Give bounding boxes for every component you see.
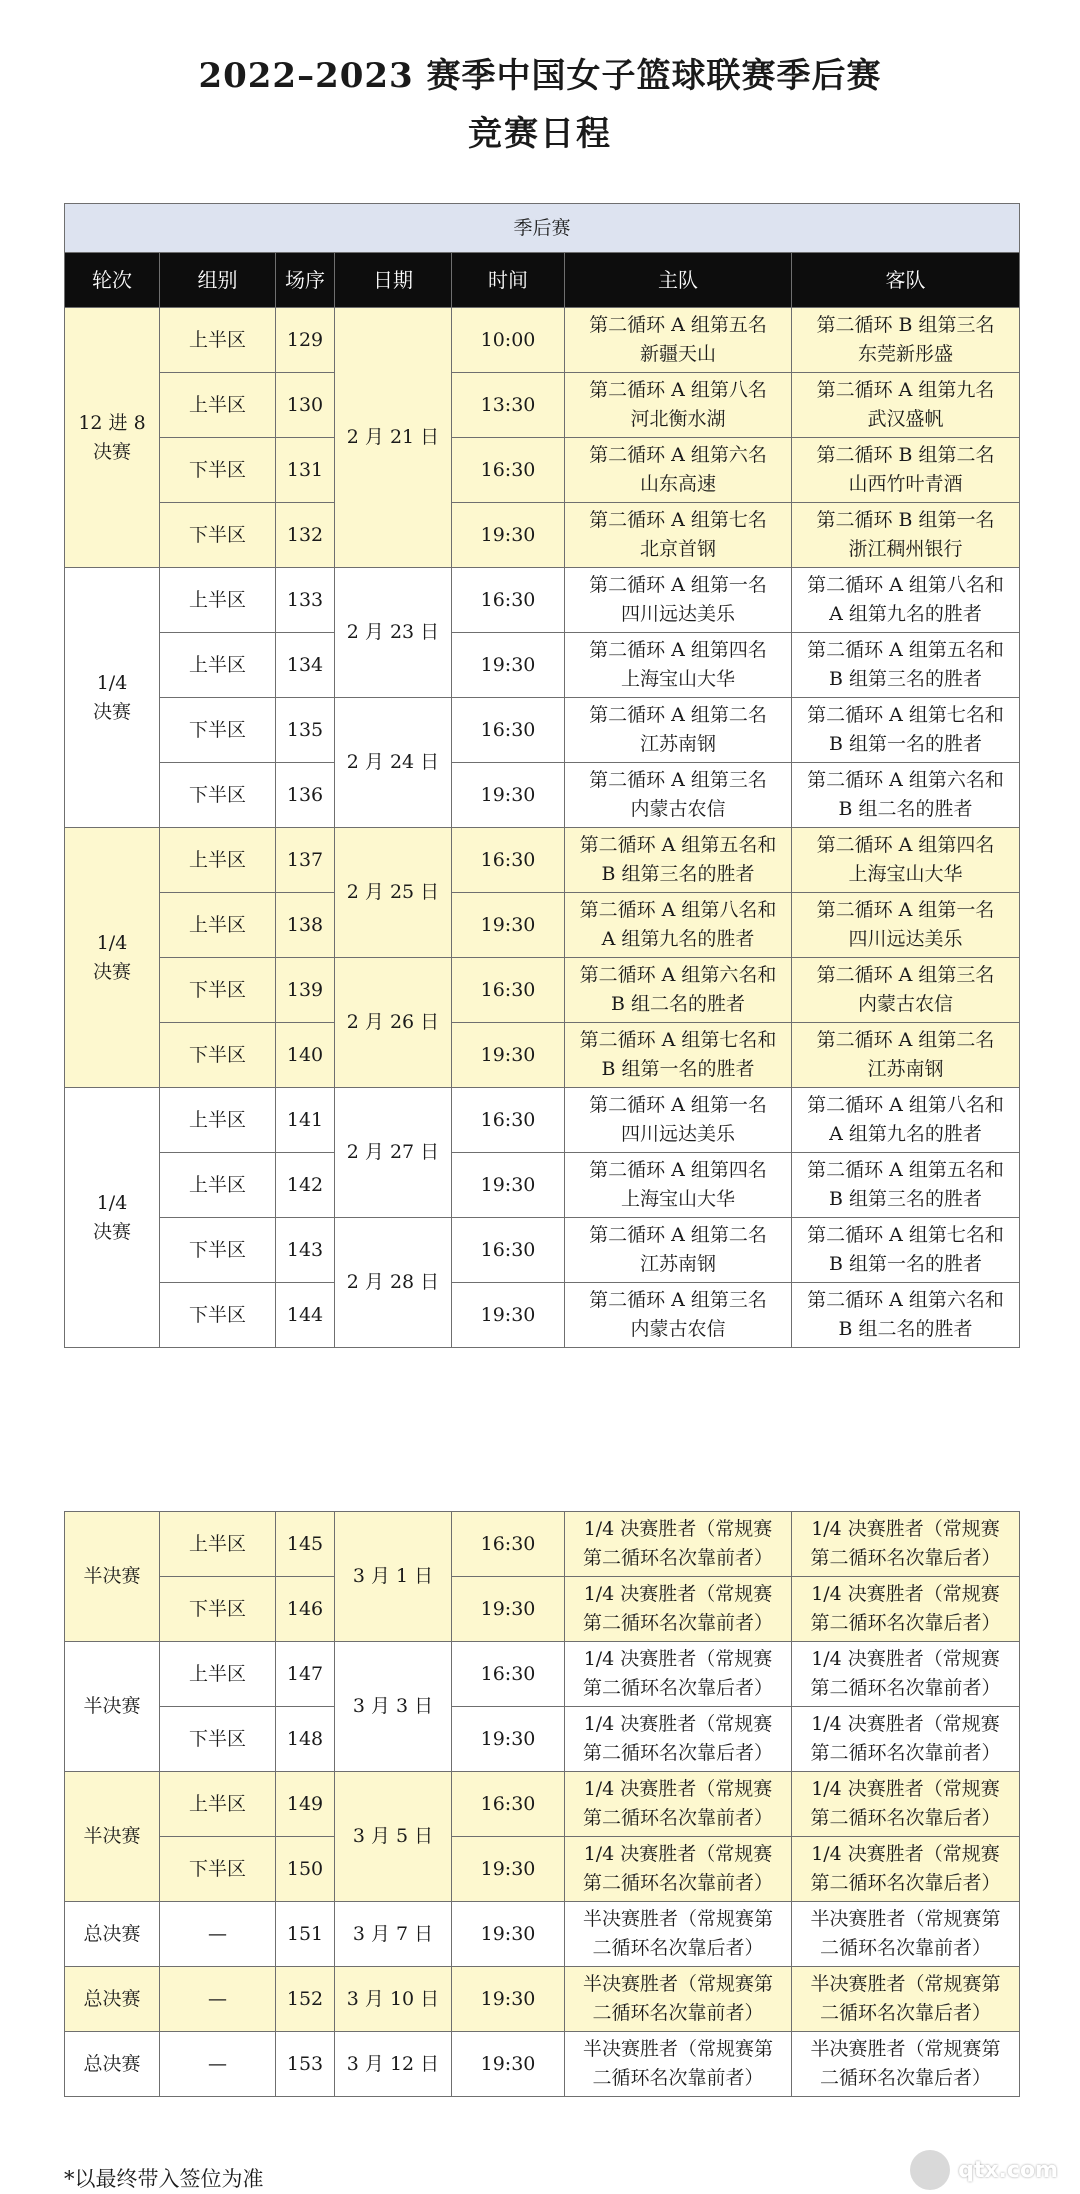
away-team-cell: 第二循环 A 组第九名 武汉盛帆: [792, 373, 1020, 438]
match-no-cell: 151: [276, 1902, 335, 1967]
match-no-cell: 141: [276, 1088, 335, 1153]
away-team-cell: 第二循环 B 组第二名 山西竹叶青酒: [792, 438, 1020, 503]
table-row: [65, 1707, 1020, 1772]
group-cell: 上半区: [160, 893, 276, 958]
match-no-cell: 139: [276, 958, 335, 1023]
header-away: 客队: [792, 253, 1020, 308]
away-team-cell: 1/4 决赛胜者（常规赛 第二循环名次靠前者）: [792, 1707, 1020, 1772]
document-title: 2022–2023 赛季中国女子篮球联赛季后赛: [198, 56, 882, 96]
match-no-cell: 138: [276, 893, 335, 958]
header-time: 时间: [452, 253, 565, 308]
away-team-cell: 1/4 决赛胜者（常规赛 第二循环名次靠前者）: [792, 1642, 1020, 1707]
group-cell: 下半区: [160, 1218, 276, 1283]
group-cell: 上半区: [160, 568, 276, 633]
schedule-table-part2: [64, 1511, 1020, 2097]
match-no-cell: 134: [276, 633, 335, 698]
time-cell: 19:30: [452, 1707, 565, 1772]
round-cell: 总决赛: [65, 2032, 160, 2097]
date-cell: 3 月 1 日: [335, 1512, 452, 1642]
group-cell: 上半区: [160, 373, 276, 438]
match-no-cell: 136: [276, 763, 335, 828]
table-row: [65, 1967, 1020, 2032]
time-cell: 19:30: [452, 503, 565, 568]
home-team-cell: 1/4 决赛胜者（常规赛 第二循环名次靠前者）: [565, 1772, 792, 1837]
group-cell: 下半区: [160, 763, 276, 828]
table-row: [65, 503, 1020, 568]
home-team-cell: 第二循环 A 组第七名 北京首钢: [565, 503, 792, 568]
round-cell: 半决赛: [65, 1642, 160, 1772]
table-row: [65, 828, 1020, 893]
match-no-cell: 130: [276, 373, 335, 438]
match-no-cell: 131: [276, 438, 335, 503]
table-row: [65, 1772, 1020, 1837]
header-home: 主队: [565, 253, 792, 308]
watermark-text: qtx.com: [958, 2157, 1058, 2183]
header-date: 日期: [335, 253, 452, 308]
home-team-cell: 第二循环 A 组第三名 内蒙古农信: [565, 763, 792, 828]
home-team-cell: 第二循环 A 组第八名和 A 组第九名的胜者: [565, 893, 792, 958]
match-no-cell: 133: [276, 568, 335, 633]
header-match-no: 场序: [276, 253, 335, 308]
group-cell: —: [160, 1902, 276, 1967]
table-row: [65, 633, 1020, 698]
away-team-cell: 1/4 决赛胜者（常规赛 第二循环名次靠后者）: [792, 1837, 1020, 1902]
group-cell: —: [160, 1967, 276, 2032]
date-cell: 2 月 27 日: [335, 1088, 452, 1218]
time-cell: 19:30: [452, 763, 565, 828]
table-row: [65, 1902, 1020, 1967]
group-cell: 上半区: [160, 1642, 276, 1707]
group-cell: 下半区: [160, 1577, 276, 1642]
round-cell: 总决赛: [65, 1967, 160, 2032]
away-team-cell: 第二循环 A 组第七名和 B 组第一名的胜者: [792, 698, 1020, 763]
time-cell: 19:30: [452, 1577, 565, 1642]
home-team-cell: 半决赛胜者（常规赛第 二循环名次靠前者）: [565, 2032, 792, 2097]
match-no-cell: 152: [276, 1967, 335, 2032]
time-cell: 16:30: [452, 568, 565, 633]
group-cell: 上半区: [160, 1153, 276, 1218]
site-logo-icon: [910, 2150, 950, 2190]
group-cell: 下半区: [160, 438, 276, 503]
watermark: [910, 2150, 1058, 2190]
home-team-cell: 第二循环 A 组第二名 江苏南钢: [565, 698, 792, 763]
table-row: [65, 698, 1020, 763]
schedule-table-part1: [64, 203, 1020, 1348]
match-no-cell: 149: [276, 1772, 335, 1837]
group-cell: 下半区: [160, 1023, 276, 1088]
table-row: [65, 1283, 1020, 1348]
header-group: 组别: [160, 253, 276, 308]
home-team-cell: 第二循环 A 组第五名 新疆天山: [565, 308, 792, 373]
away-team-cell: 第二循环 A 组第七名和 B 组第一名的胜者: [792, 1218, 1020, 1283]
table-row: [65, 893, 1020, 958]
round-cell: 1/4 决赛: [65, 568, 160, 828]
date-cell: 3 月 10 日: [335, 1967, 452, 2032]
away-team-cell: 1/4 决赛胜者（常规赛 第二循环名次靠后者）: [792, 1577, 1020, 1642]
table-row: [65, 568, 1020, 633]
match-no-cell: 146: [276, 1577, 335, 1642]
time-cell: 16:30: [452, 828, 565, 893]
group-cell: 上半区: [160, 1512, 276, 1577]
time-cell: 16:30: [452, 1642, 565, 1707]
group-cell: 下半区: [160, 958, 276, 1023]
home-team-cell: 第二循环 A 组第七名和 B 组第一名的胜者: [565, 1023, 792, 1088]
time-cell: 19:30: [452, 893, 565, 958]
table-row: [65, 438, 1020, 503]
match-no-cell: 143: [276, 1218, 335, 1283]
away-team-cell: 1/4 决赛胜者（常规赛 第二循环名次靠后者）: [792, 1512, 1020, 1577]
time-cell: 19:30: [452, 1967, 565, 2032]
match-no-cell: 144: [276, 1283, 335, 1348]
home-team-cell: 1/4 决赛胜者（常规赛 第二循环名次靠前者）: [565, 1512, 792, 1577]
time-cell: 19:30: [452, 2032, 565, 2097]
time-cell: 16:30: [452, 1218, 565, 1283]
round-cell: 半决赛: [65, 1772, 160, 1902]
away-team-cell: 第二循环 A 组第八名和 A 组第九名的胜者: [792, 568, 1020, 633]
home-team-cell: 1/4 决赛胜者（常规赛 第二循环名次靠后者）: [565, 1642, 792, 1707]
time-cell: 16:30: [452, 698, 565, 763]
round-cell: 1/4 决赛: [65, 1088, 160, 1348]
time-cell: 13:30: [452, 373, 565, 438]
match-no-cell: 147: [276, 1642, 335, 1707]
header-round: 轮次: [65, 253, 160, 308]
date-cell: 2 月 26 日: [335, 958, 452, 1088]
match-no-cell: 153: [276, 2032, 335, 2097]
away-team-cell: 第二循环 A 组第六名和 B 组二名的胜者: [792, 763, 1020, 828]
home-team-cell: 1/4 决赛胜者（常规赛 第二循环名次靠后者）: [565, 1707, 792, 1772]
away-team-cell: 第二循环 A 组第三名 内蒙古农信: [792, 958, 1020, 1023]
time-cell: 16:30: [452, 1088, 565, 1153]
round-cell: 总决赛: [65, 1902, 160, 1967]
time-cell: 16:30: [452, 1772, 565, 1837]
away-team-cell: 第二循环 B 组第三名 东莞新彤盛: [792, 308, 1020, 373]
round-cell: 半决赛: [65, 1512, 160, 1642]
time-cell: 19:30: [452, 1902, 565, 1967]
document-subtitle: 竞赛日程: [468, 114, 612, 154]
date-cell: 2 月 24 日: [335, 698, 452, 828]
time-cell: 19:30: [452, 1023, 565, 1088]
away-team-cell: 第二循环 A 组第一名 四川远达美乐: [792, 893, 1020, 958]
away-team-cell: 1/4 决赛胜者（常规赛 第二循环名次靠后者）: [792, 1772, 1020, 1837]
time-cell: 19:30: [452, 633, 565, 698]
away-team-cell: 第二循环 A 组第六名和 B 组二名的胜者: [792, 1283, 1020, 1348]
table-row: [65, 1023, 1020, 1088]
home-team-cell: 1/4 决赛胜者（常规赛 第二循环名次靠前者）: [565, 1837, 792, 1902]
date-cell: 3 月 3 日: [335, 1642, 452, 1772]
season-label: 季后赛: [65, 204, 1020, 253]
time-cell: 16:30: [452, 1512, 565, 1577]
home-team-cell: 第二循环 A 组第二名 江苏南钢: [565, 1218, 792, 1283]
date-cell: 2 月 23 日: [335, 568, 452, 698]
table-row: [65, 2032, 1020, 2097]
match-no-cell: 145: [276, 1512, 335, 1577]
away-team-cell: 第二循环 B 组第一名 浙江稠州银行: [792, 503, 1020, 568]
away-team-cell: 半决赛胜者（常规赛第 二循环名次靠后者）: [792, 1967, 1020, 2032]
match-no-cell: 132: [276, 503, 335, 568]
table-row: [65, 1218, 1020, 1283]
date-cell: 2 月 21 日: [335, 308, 452, 568]
time-cell: 16:30: [452, 438, 565, 503]
away-team-cell: 第二循环 A 组第五名和 B 组第三名的胜者: [792, 633, 1020, 698]
group-cell: —: [160, 2032, 276, 2097]
home-team-cell: 半决赛胜者（常规赛第 二循环名次靠前者）: [565, 1967, 792, 2032]
group-cell: 下半区: [160, 698, 276, 763]
table-row: [65, 1642, 1020, 1707]
home-team-cell: 第二循环 A 组第六名 山东高速: [565, 438, 792, 503]
group-cell: 下半区: [160, 1283, 276, 1348]
group-cell: 下半区: [160, 1837, 276, 1902]
round-cell: 1/4 决赛: [65, 828, 160, 1088]
footnote: *以最终带入签位为准: [64, 2167, 264, 2191]
table-row: [65, 958, 1020, 1023]
match-no-cell: 148: [276, 1707, 335, 1772]
away-team-cell: 半决赛胜者（常规赛第 二循环名次靠后者）: [792, 2032, 1020, 2097]
group-cell: 下半区: [160, 1707, 276, 1772]
date-cell: 3 月 12 日: [335, 2032, 452, 2097]
group-cell: 上半区: [160, 633, 276, 698]
away-team-cell: 第二循环 A 组第四名 上海宝山大华: [792, 828, 1020, 893]
time-cell: 10:00: [452, 308, 565, 373]
match-no-cell: 137: [276, 828, 335, 893]
match-no-cell: 135: [276, 698, 335, 763]
table-row: [65, 763, 1020, 828]
home-team-cell: 1/4 决赛胜者（常规赛 第二循环名次靠前者）: [565, 1577, 792, 1642]
match-no-cell: 142: [276, 1153, 335, 1218]
table-row: [65, 1577, 1020, 1642]
away-team-cell: 第二循环 A 组第五名和 B 组第三名的胜者: [792, 1153, 1020, 1218]
group-cell: 下半区: [160, 503, 276, 568]
table-row: [65, 1512, 1020, 1577]
match-no-cell: 140: [276, 1023, 335, 1088]
home-team-cell: 第二循环 A 组第一名 四川远达美乐: [565, 1088, 792, 1153]
home-team-cell: 第二循环 A 组第一名 四川远达美乐: [565, 568, 792, 633]
time-cell: 16:30: [452, 958, 565, 1023]
table-row: [65, 373, 1020, 438]
home-team-cell: 半决赛胜者（常规赛第 二循环名次靠后者）: [565, 1902, 792, 1967]
home-team-cell: 第二循环 A 组第三名 内蒙古农信: [565, 1283, 792, 1348]
home-team-cell: 第二循环 A 组第八名 河北衡水湖: [565, 373, 792, 438]
away-team-cell: 第二循环 A 组第二名 江苏南钢: [792, 1023, 1020, 1088]
home-team-cell: 第二循环 A 组第五名和 B 组第三名的胜者: [565, 828, 792, 893]
time-cell: 19:30: [452, 1837, 565, 1902]
table-row: [65, 1088, 1020, 1153]
date-cell: 3 月 5 日: [335, 1772, 452, 1902]
table-row: [65, 1153, 1020, 1218]
time-cell: 19:30: [452, 1153, 565, 1218]
date-cell: 3 月 7 日: [335, 1902, 452, 1967]
home-team-cell: 第二循环 A 组第四名 上海宝山大华: [565, 633, 792, 698]
away-team-cell: 第二循环 A 组第八名和 A 组第九名的胜者: [792, 1088, 1020, 1153]
table-row: [65, 1837, 1020, 1902]
group-cell: 上半区: [160, 1088, 276, 1153]
group-cell: 上半区: [160, 1772, 276, 1837]
match-no-cell: 129: [276, 308, 335, 373]
match-no-cell: 150: [276, 1837, 335, 1902]
home-team-cell: 第二循环 A 组第六名和 B 组二名的胜者: [565, 958, 792, 1023]
table-row: [65, 308, 1020, 373]
away-team-cell: 半决赛胜者（常规赛第 二循环名次靠前者）: [792, 1902, 1020, 1967]
group-cell: 上半区: [160, 828, 276, 893]
date-cell: 2 月 25 日: [335, 828, 452, 958]
round-cell: 12 进 8 决赛: [65, 308, 160, 568]
home-team-cell: 第二循环 A 组第四名 上海宝山大华: [565, 1153, 792, 1218]
time-cell: 19:30: [452, 1283, 565, 1348]
group-cell: 上半区: [160, 308, 276, 373]
date-cell: 2 月 28 日: [335, 1218, 452, 1348]
